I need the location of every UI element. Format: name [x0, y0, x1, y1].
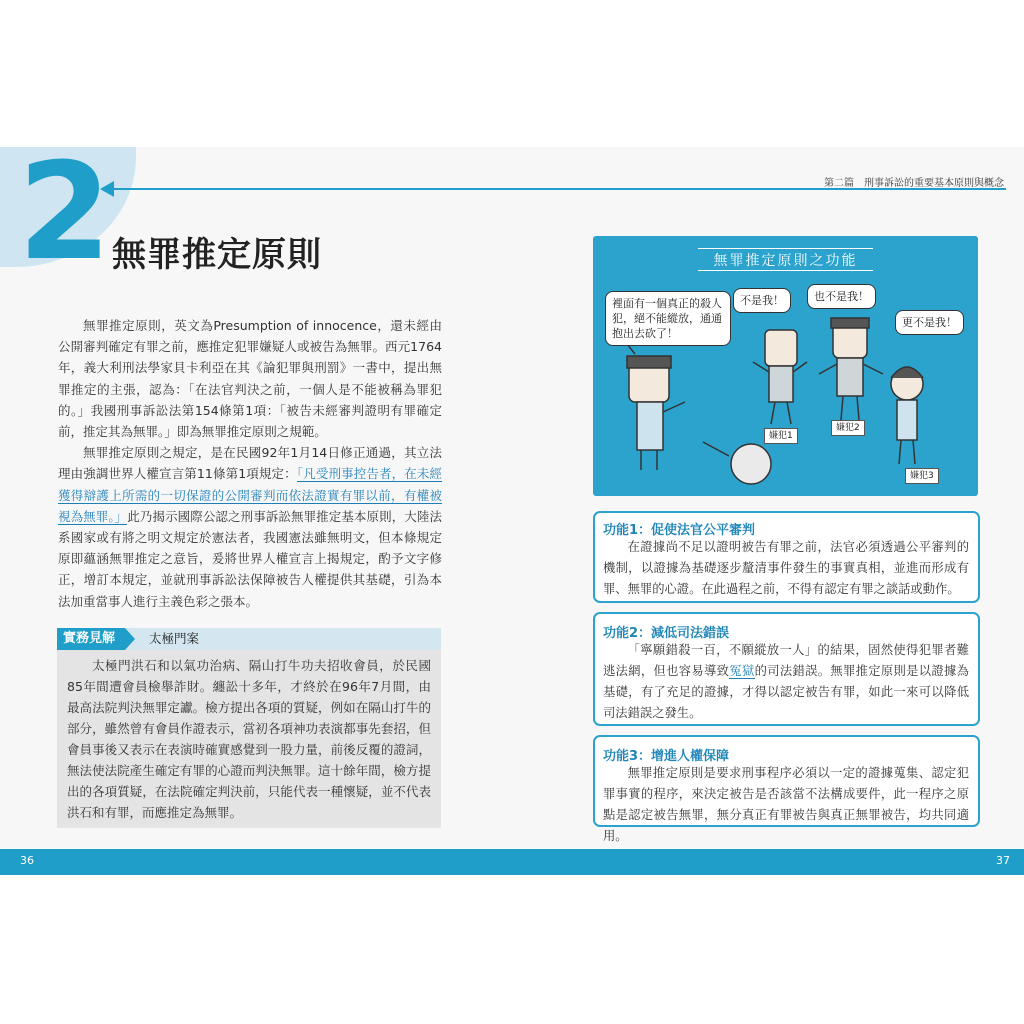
function-1-box [593, 511, 980, 603]
page-number-left: 36 [20, 854, 34, 867]
illustration-title: 無罪推定原則之功能 [713, 253, 858, 269]
function-2-paragraph [603, 640, 969, 724]
suspect-2-label: 嫌犯2 [831, 420, 865, 436]
page-number-right: 37 [996, 854, 1010, 867]
function-3-paragraph: 無罪推定原則是要求刑事程序必須以一定的證據蒐集、認定犯罪事實的程序，來決定被告是否該當不法構成要件，此一程序之原點是認定被告無罪，無分真正有罪被告與真正無罪被告，均共同適用。 [603, 766, 969, 843]
paragraph-2-start: 無罪推定原則之規定，是在民國92年1月14日修正通過，其立法理由強調世界人權宣言第11條第1項規定： [58, 445, 442, 482]
function-3-box [593, 735, 980, 843]
function-2-keyword: 冤獄 [729, 664, 755, 678]
case-box [57, 628, 441, 828]
speech-bubble-suspect-3: 更不是我！ [895, 310, 964, 335]
case-header [57, 628, 441, 650]
suspect-3-label: 嫌犯3 [905, 468, 939, 484]
function-1-title: 功能1：促使法官公平審判 [603, 523, 756, 538]
chapter-title: 無罪推定原則 [112, 235, 322, 275]
speech-bubble-suspect-2: 也不是我！ [807, 284, 876, 309]
case-name: 太極門案 [149, 631, 200, 646]
speech-bubble-main: 裡面有一個真正的殺人犯，絕不能縱放，通通抱出去砍了！ [605, 291, 731, 346]
function-2-text-start: 「寧願錯殺一百，不願縱放一人」的結果，固然使得犯罪者難逃法網，但也容易導致 [603, 643, 969, 678]
function-2-text-end: 的司法錯誤。無罪推定原則是以證據為基礎，有了充足的證據，才得以認定被告有罪，如此一來可以降低司法錯誤之發生。 [603, 664, 969, 720]
footer-bar [0, 849, 1024, 875]
case-text [67, 655, 431, 823]
suspect-1-label: 嫌犯1 [764, 428, 798, 444]
function-2-box [593, 612, 980, 726]
case-paragraph: 太極門洪石和以氣功治病、隔山打牛功夫招收會員，於民國85年間遭會員檢舉詐財。纏訟十多年，才終於在96年7月間，由最高法院判決無罪定讞。檢方提出各項的質疑，例如在隔山打牛的部分，雖然曾有會員作證表示，當初各項神功表演都事先套招，但會員事後又表示在表演時確實感覺到一股力量，前後反覆的證詞，無法使法院產生確定有罪的心證而判決無罪。這十餘年間，檢方提出的各項質疑，在法院確定判決前，只能代表一種懷疑，並不代表洪石和有罪，而應推定為無罪。 [67, 658, 431, 820]
function-1-paragraph: 在證據尚不足以證明被告有罪之前，法官必須透過公平審判的機制，以證據為基礎逐步釐清事件發生的事實真相，並進而形成有罪、無罪的心證。在此過程之前，不得有認定有罪之談話或動作。 [603, 540, 969, 596]
case-tag: 實務見解 [57, 628, 125, 650]
paragraph-2-end: 此乃揭示國際公認之刑事訴訟無罪推定基本原則，大陸法系國家或有將之明文規定於憲法者，我國憲法雖無明文，但本條規定原即蘊涵無罪推定之意旨，爰將世界人權宣言上揭規定，酌予文字修正，增訂本規定，並就刑事訴訟法保障被告人權提供其基礎，引為本法加重當事人進行主義色彩之張本。 [58, 508, 442, 609]
paragraph-2 [58, 442, 442, 612]
book-spread [0, 147, 1024, 875]
chapter-number: 2 [18, 147, 108, 290]
paragraph-1: 無罪推定原則，英文為Presumption of innocence，還未經由公開審判確定有罪之前，應推定犯罪嫌疑人或被告為無罪。西元1764年，義大利刑法學家貝卡利亞在其《論犯罪與刑罰》一書中，提出無罪推定的主張，認為：「在法官判決之前，一個人是不能被稱為罪犯的。」我國刑事訴訟法第154條第1項：「被告未經審判證明有罪確定前，推定其為無罪。」即為無罪推定原則之規範。 [58, 318, 442, 440]
function-1-text [603, 537, 969, 600]
quoted-article: 「凡受刑事控告者，在未經獲得辯護上所需的一切保證的公開審判而依法證實有罪以前，有權被視為無罪。」 [58, 466, 442, 524]
function-3-text [603, 763, 969, 847]
speech-bubble-suspect-1: 不是我！ [733, 288, 791, 313]
function-2-title: 功能2：減低司法錯誤 [603, 626, 730, 641]
running-head: 第二篇 刑事訴訟的重要基本原則與概念 [824, 178, 1004, 189]
cartoon-figures [593, 236, 978, 496]
function-2-text [603, 640, 969, 724]
body-text [58, 315, 442, 612]
function-3-title: 功能3：增進人權保障 [603, 749, 730, 764]
illustration-panel [593, 236, 978, 496]
